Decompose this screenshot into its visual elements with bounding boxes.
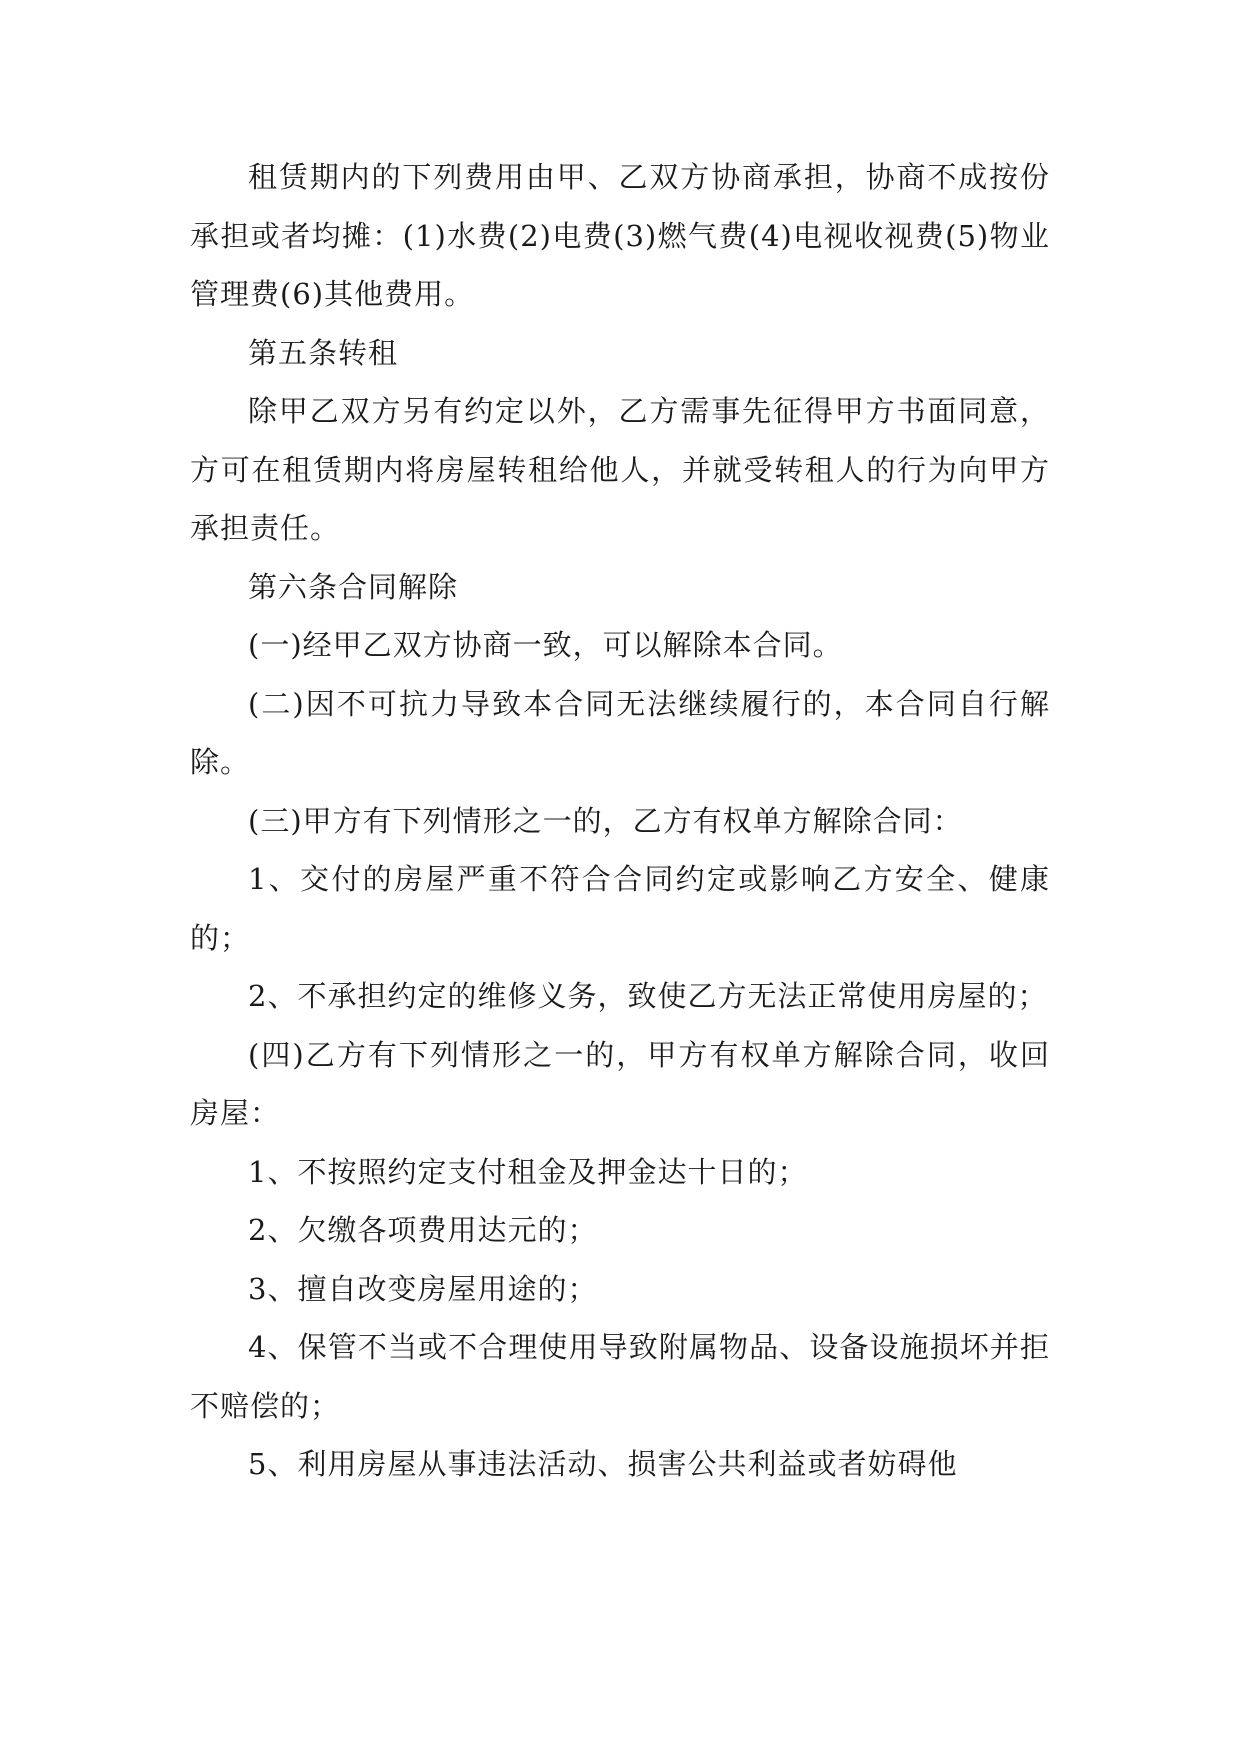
- list-item: 3、擅自改变房屋用途的；: [248, 1271, 598, 1306]
- paragraph-expenses: 租赁期内的下列费用由甲、乙双方协商承担，协商不成按份承担或者均摊：(1)水费(2)电费(3)燃气费(4)电视收视费(5)物业管理费(6)其他费用。: [190, 160, 1050, 311]
- paragraph-termination-3: (三)甲方有下列情形之一的，乙方有权单方解除合同：: [248, 803, 963, 838]
- list-item: 1、不按照约定支付租金及押金达十日的；: [248, 1154, 808, 1189]
- heading-article-5-sublease: 第五条转租: [248, 335, 399, 370]
- list-item: 2、不承担约定的维修义务，致使乙方无法正常使用房屋的；: [248, 979, 1048, 1013]
- list-item: 1、交付的房屋严重不符合合同约定或影响乙方安全、健康的；: [190, 862, 1050, 955]
- paragraph-sublease: 除甲乙双方另有约定以外，乙方需事先征得甲方书面同意，方可在租赁期内将房屋转租给他人，并就受转租人的行为向甲方承担责任。: [190, 394, 1050, 545]
- paragraph-termination-2: (二)因不可抗力导致本合同无法继续履行的，本合同自行解除。: [190, 686, 1050, 779]
- list-item: 4、保管不当或不合理使用导致附属物品、设备设施损坏并拒不赔偿的；: [190, 1330, 1050, 1423]
- paragraph-termination-4: (四)乙方有下列情形之一的，甲方有权单方解除合同，收回房屋：: [190, 1037, 1050, 1130]
- heading-article-6-termination: 第六条合同解除: [248, 569, 459, 604]
- list-item: 2、欠缴各项费用达元的；: [248, 1213, 598, 1247]
- paragraph-termination-1: (一)经甲乙双方协商一致，可以解除本合同。: [248, 628, 843, 662]
- list-item: 5、利用房屋从事违法活动、损害公共利益或者妨碍他: [248, 1447, 958, 1481]
- document-body: [190, 148, 1050, 1494]
